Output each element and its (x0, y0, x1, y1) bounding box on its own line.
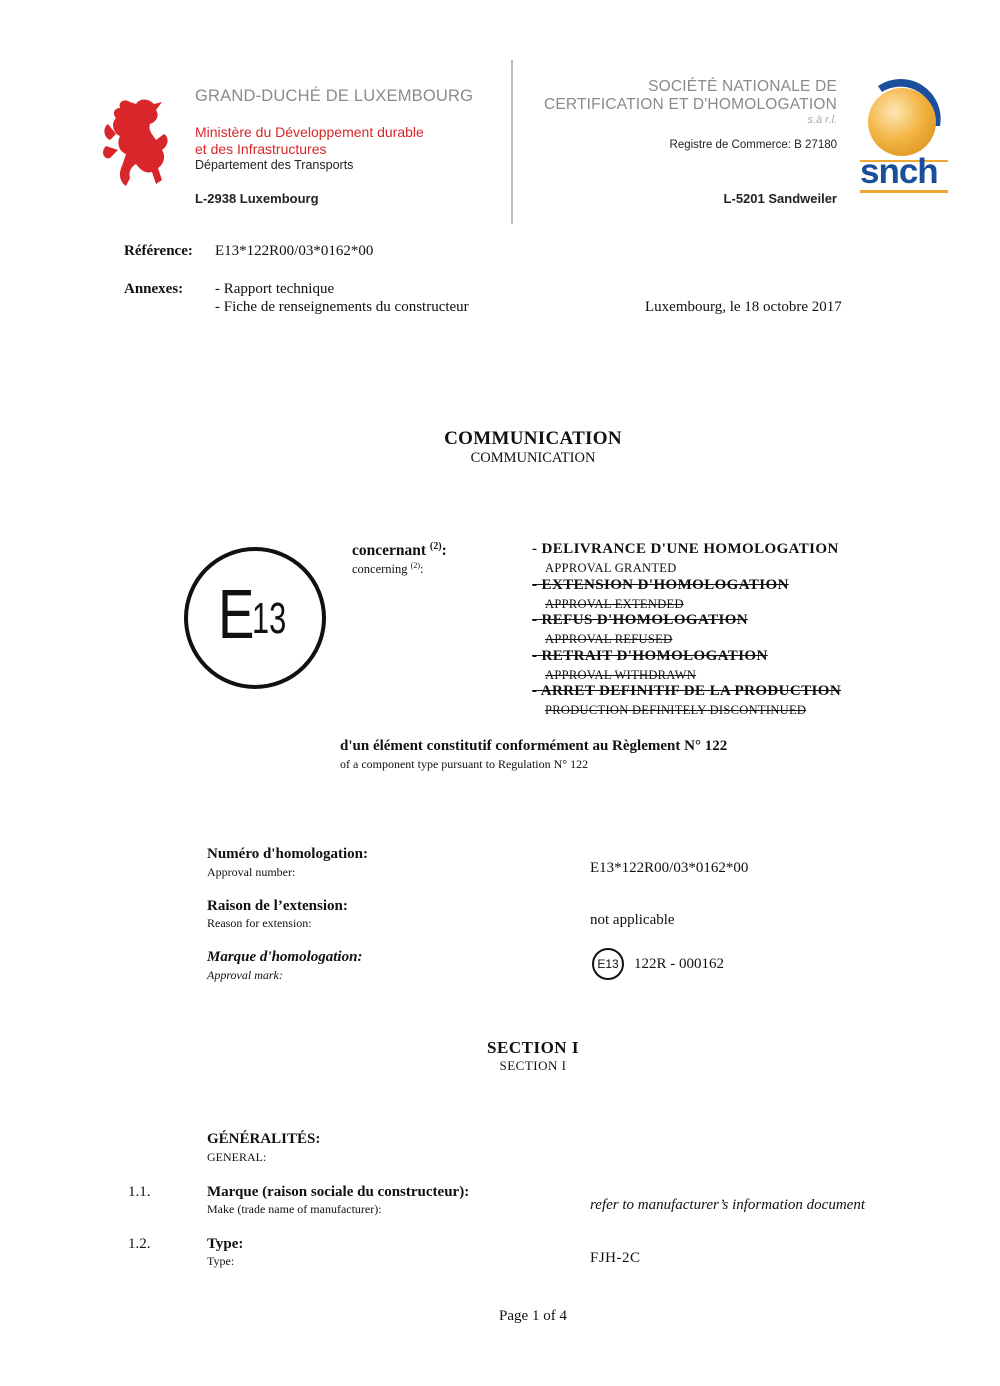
approval-mark-emblem: E13 (592, 948, 624, 980)
general-heading: GÉNÉRALITÉS: (207, 1131, 321, 1147)
approval-mark-label: Marque d'homologation: (207, 949, 363, 965)
option-approval-refused: - REFUS D'HOMOLOGATION (532, 612, 749, 628)
approval-number-label-en: Approval number: (207, 865, 296, 879)
concerning-fr: concernant $^{(2)}$: (352, 541, 447, 560)
reference-label: Référence: (124, 243, 193, 259)
lion-emblem-icon (100, 94, 174, 190)
reason-label: Raison de l’extension: (207, 898, 348, 914)
department-name: Département des Transports (195, 158, 354, 172)
type-value: FJH-2C (590, 1250, 641, 1266)
annexes-label: Annexes: (124, 281, 184, 297)
item-number: 1.1. (128, 1184, 151, 1200)
approval-mark-value: 122R - 000162 (634, 956, 724, 972)
annex-item: - Rapport technique (215, 281, 335, 297)
option-approval-withdrawn: - RETRAIT D'HOMOLOGATION (532, 648, 768, 664)
section-title: SECTION I (487, 1038, 579, 1057)
regulation-en: of a component type pursuant to Regulation N° 122 (340, 757, 589, 771)
snch-name-line2: CERTIFICATION ET D'HOMOLOGATION (543, 96, 837, 113)
general-heading-en: GENERAL: (207, 1150, 267, 1164)
annex-item: - Fiche de renseignements du constructeur (215, 299, 469, 315)
section-subtitle: SECTION I (499, 1058, 567, 1073)
regulation-fr: d'un élément constitutif conformément au Règlement N° 122 (340, 738, 728, 754)
option-approval-extended: - EXTENSION D'HOMOLOGATION (532, 577, 789, 593)
item-number: 1.2. (128, 1236, 151, 1252)
emblem-number: 13 (252, 594, 287, 643)
country-name: GRAND-DUCHÉ DE LUXEMBOURG (195, 87, 474, 105)
snch-legal-form: s.à r.l. (807, 114, 837, 126)
approval-number-value: E13*122R00/03*0162*00 (590, 860, 749, 876)
reference-value: E13*122R00/03*0162*00 (215, 243, 374, 259)
ministry-name-line2: et des Infrastructures (195, 141, 327, 157)
ministry-name-line1: Ministère du Développement durable (195, 124, 424, 140)
type-label-en: Type: (207, 1254, 235, 1268)
snch-address: L-5201 Sandweiler (723, 191, 837, 206)
approval-number-label: Numéro d'homologation: (207, 846, 368, 862)
snch-registry: Registre de Commerce: B 27180 (669, 139, 837, 151)
reason-label-en: Reason for extension: (207, 916, 312, 930)
approval-mark-label-en: Approval mark: (207, 968, 283, 982)
option-production-discontinued-en: PRODUCTION DEFINITELY DISCONTINUED (545, 703, 807, 717)
option-approval-refused-en: APPROVAL REFUSED (545, 632, 673, 646)
option-approval-extended-en: APPROVAL EXTENDED (545, 597, 684, 611)
make-value: refer to manufacturer’s information document (590, 1197, 865, 1213)
reason-value: not applicable (590, 912, 675, 928)
type-label: Type: (207, 1236, 244, 1252)
emblem-letter: E (218, 575, 255, 653)
concerning-en: concerning $^{(2)}$: (352, 561, 424, 577)
snch-logo-text: snch (860, 152, 938, 191)
ministry-address: L-2938 Luxembourg (195, 191, 319, 206)
page-number: Page 1 of 4 (499, 1308, 567, 1324)
page-title: COMMUNICATION (444, 428, 622, 449)
make-label-en: Make (trade name of manufacturer): (207, 1202, 382, 1216)
header-divider (511, 60, 513, 224)
e13-emblem (184, 547, 326, 689)
document-date: Luxembourg, le 18 octobre 2017 (645, 299, 842, 315)
option-production-discontinued: - ARRET DEFINITIF DE LA PRODUCTION (532, 683, 842, 699)
page-subtitle: COMMUNICATION (470, 450, 596, 466)
make-label: Marque (raison sociale du constructeur): (207, 1184, 470, 1200)
option-approval-withdrawn-en: APPROVAL WITHDRAWN (545, 668, 697, 682)
option-approval-granted: - DELIVRANCE D'UNE HOMOLOGATION (532, 541, 839, 557)
option-approval-granted-en: APPROVAL GRANTED (545, 561, 677, 575)
snch-name-line1: SOCIÉTÉ NATIONALE DE (648, 78, 837, 95)
